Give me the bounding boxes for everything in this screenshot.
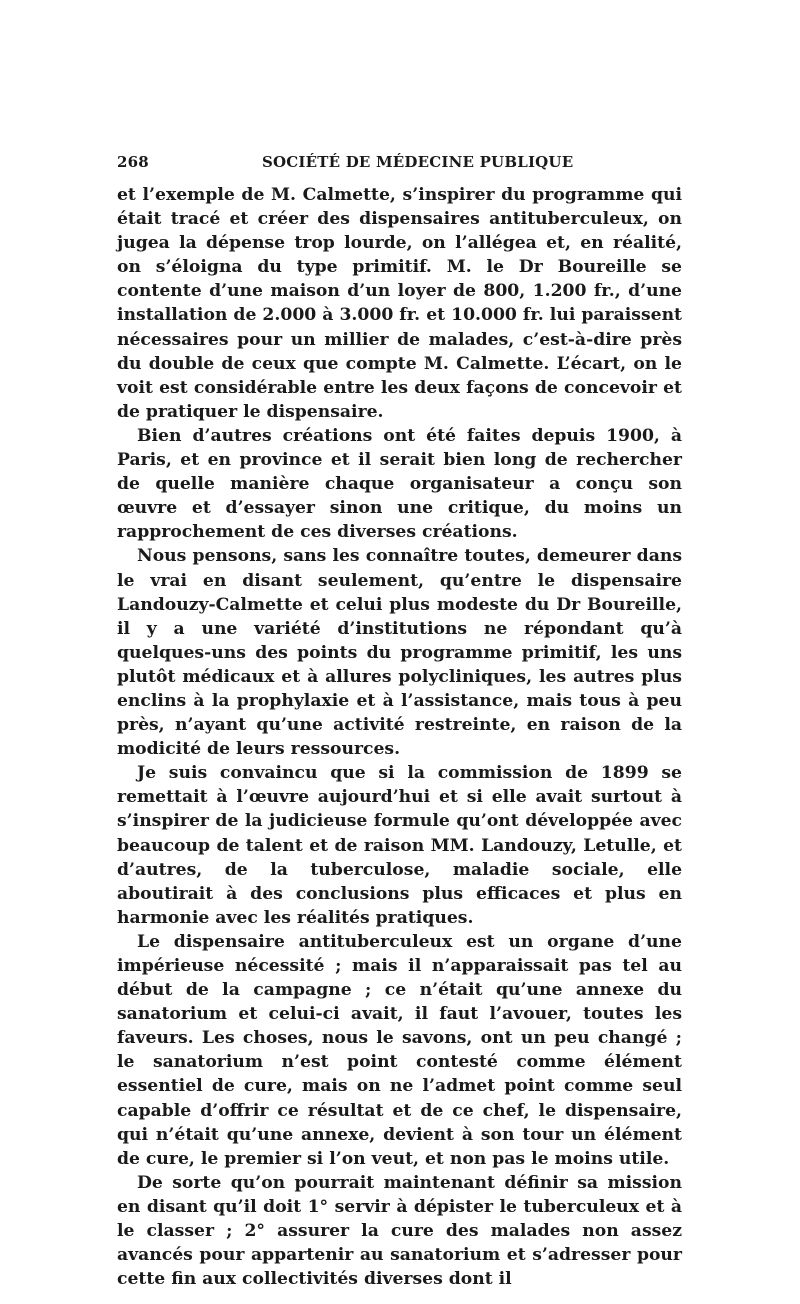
paragraph: et l’exemple de M. Calmette, s’inspirer du programme qui était tracé et créer des dispensaires antituberculeux, on jugea la dépense trop lourde, on l’allégea et, en réalité, on s’éloigna du type primitif. M. le Dr Boureille se contente d’une maison d’un loyer de 800, 1.200 fr., d’une installation de 2.000 à 3.000 fr. et 10.000 fr. lui paraissent nécessaires pour un millier de malades, c’est-à-dire près du double de ceux que compte M. Calmette. L’écart, on le voit est considérable entre les deux façons de concevoir et de pratiquer le dispensaire.	[117, 185, 682, 422]
page-number: 268	[117, 153, 149, 171]
running-head	[117, 153, 687, 179]
body-text	[117, 183, 682, 1291]
paragraph: De sorte qu’on pourrait maintenant définir sa mission en disant qu’il doit 1° servir à dépister le tuberculeux et à le classer ; 2° assurer la cure des malades non assez avancés pour appartenir au sanatorium et s’adresser pour cette fin aux collectivités diverses dont il	[117, 1172, 682, 1290]
paragraph: Le dispensaire antituberculeux est un organe d’une impérieuse nécessité ; mais il n’apparaissait pas tel au début de la campagne ; ce n’était qu’une annexe du sanatorium et celui-ci avait, il faut l’avouer, toutes les faveurs. Les choses, nous le savons, ont un peu changé ; le sanatorium n’est point contesté comme élément essentiel de cure, mais on ne l’admet point comme seul capable d’offrir ce résultat et de ce chef, le dispensaire, qui n’était qu’une annexe, devient à son tour un élément de cure, le premier si l’on veut, et non pas le moins utile.	[117, 931, 682, 1169]
paragraph: Je suis convaincu que si la commission de 1899 se remettait à l’œuvre aujourd’hui et si elle avait surtout à s’inspirer de la judicieuse formule qu’ont développée avec beaucoup de talent et de raison MM. Landouzy, Letulle, et d’autres, de la tuberculose, maladie sociale, elle aboutirait à des conclusions plus efficaces et plus en harmonie avec les réalités pratiques.	[117, 763, 682, 928]
paragraph: Bien d’autres créations ont été faites depuis 1900, à Paris, et en province et il serait bien long de rechercher de quelle manière chaque organisateur a conçu son œuvre et d’essayer sinon une critique, du moins un rapprochement de ces diverses créations.	[117, 425, 682, 543]
running-title: SOCIÉTÉ DE MÉDECINE PUBLIQUE	[262, 153, 574, 171]
paragraph: Nous pensons, sans les connaître toutes, demeurer dans le vrai en disant seulement, qu’entre le dispensaire Landouzy-Calmette et celui plus modeste du Dr Boureille, il y a une variété d’institutions ne répondant qu’à quelques-uns des points du programme primitif, les uns plutôt médicaux et à allures polycliniques, les autres plus enclins à la prophylaxie et à l’assistance, mais tous à peu près, n’ayant qu’une activité restreinte, en raison de la modicité de leurs ressources.	[117, 546, 682, 760]
